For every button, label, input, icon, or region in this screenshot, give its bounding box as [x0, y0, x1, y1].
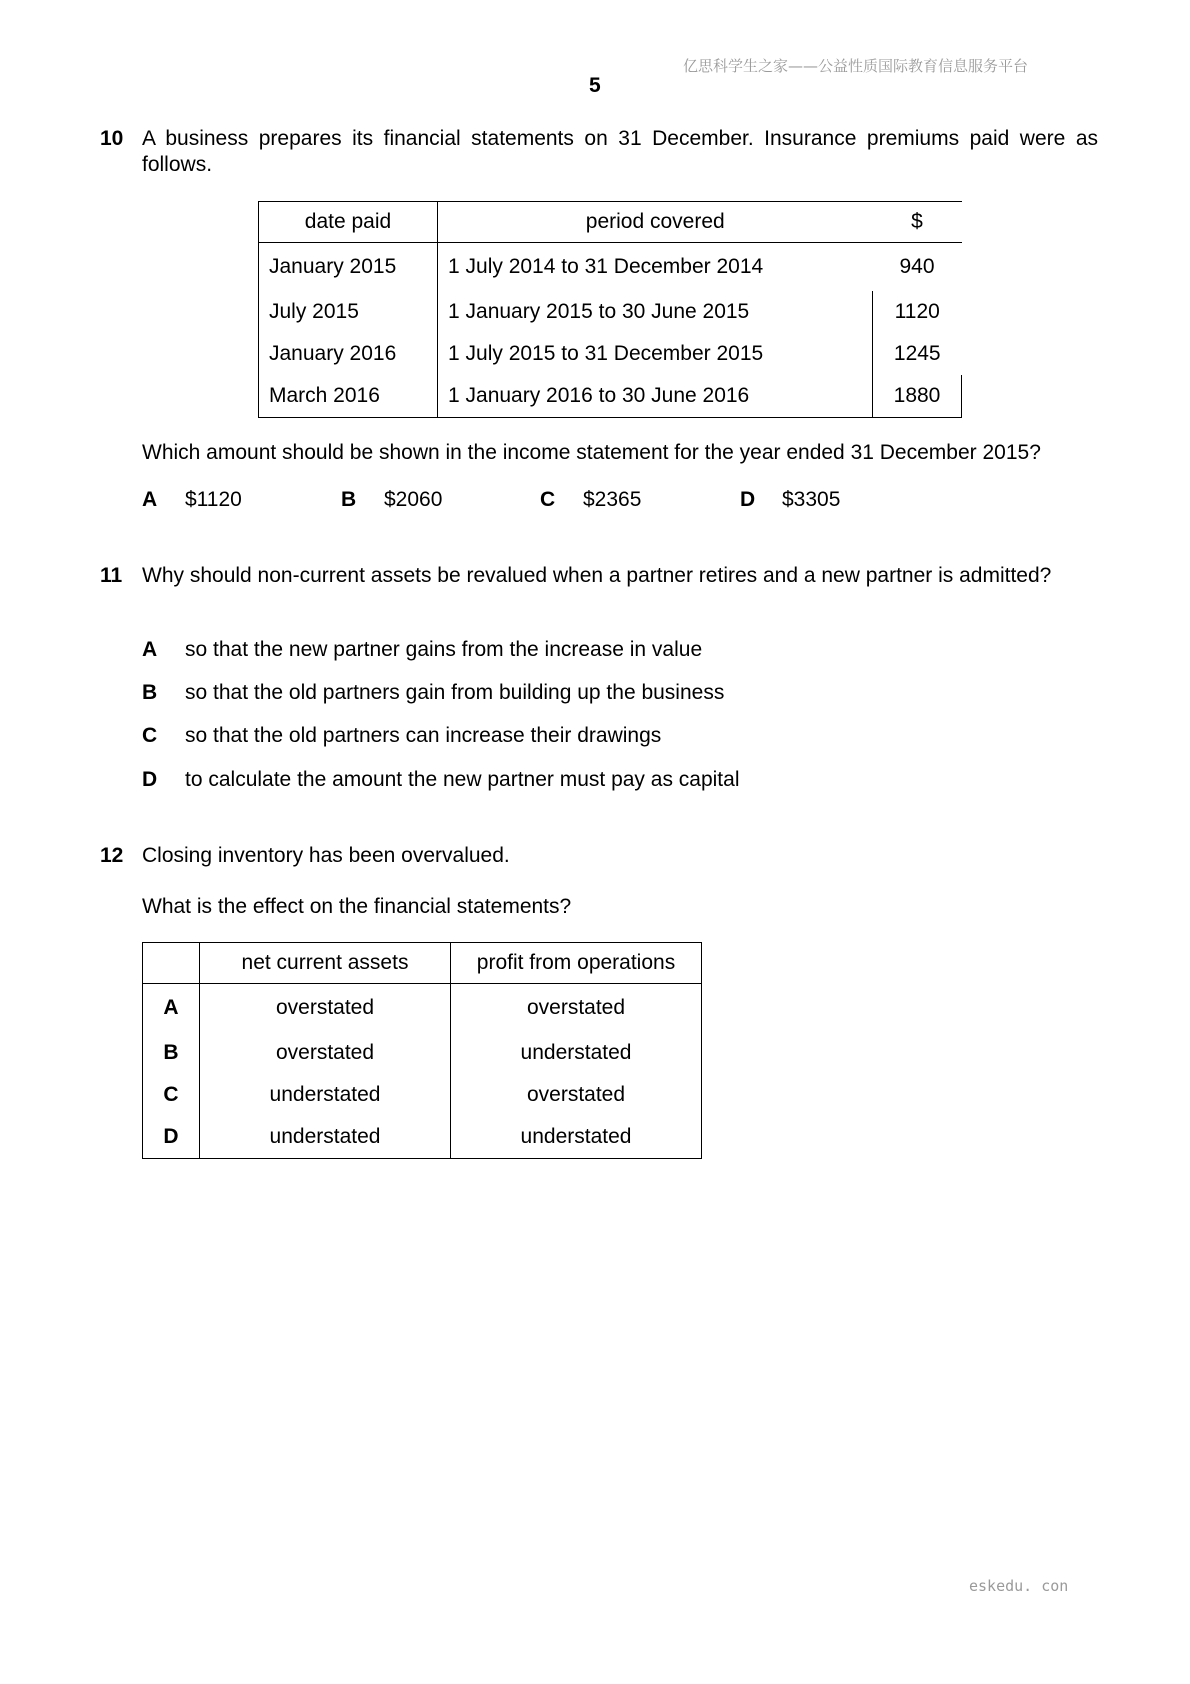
cell-profit-from-operations: understated — [451, 1116, 702, 1159]
cell-date-paid: March 2016 — [259, 375, 438, 418]
watermark-top: 亿思科学生之家——公益性质国际教育信息服务平台 — [683, 57, 1029, 75]
option-text: $1120 — [185, 488, 242, 511]
header-profit-from-operations: profit from operations — [451, 943, 702, 984]
cell-period-covered: 1 January 2016 to 30 June 2016 — [438, 375, 873, 418]
cell-date-paid: July 2015 — [259, 291, 438, 333]
table-row — [259, 291, 962, 333]
cell-amount: 1120 — [894, 300, 940, 323]
option-letter: B — [341, 488, 357, 511]
cell-amount: 1245 — [893, 342, 941, 365]
question-10-text: A business prepares its financial statements on 31 December. Insurance premiums paid were as follows. — [142, 127, 1098, 176]
cell-amount: 1880 — [873, 375, 962, 418]
option-letter: D — [740, 488, 756, 511]
cell-net-current-assets: understated — [200, 1116, 451, 1159]
effect-options-table — [142, 942, 702, 1159]
cell-profit-from-operations: overstated — [451, 984, 702, 1033]
cell-period-covered: 1 July 2015 to 31 December 2015 — [438, 333, 873, 375]
option-text: so that the old partners gain from building up the business — [185, 681, 725, 704]
table-row — [259, 375, 962, 418]
table-row — [143, 1074, 702, 1116]
cell-period-covered: 1 July 2014 to 31 December 2014 — [448, 255, 764, 278]
cell-net-current-assets: overstated — [200, 1032, 451, 1074]
cell-net-current-assets: understated — [200, 1074, 451, 1116]
table-row — [143, 1116, 702, 1159]
question-11-text: Why should non-current assets be revalued when a partner retires and a new partner is admitted? — [142, 564, 1052, 587]
table-header-row — [259, 202, 962, 243]
header-net-current-assets: net current assets — [200, 943, 451, 984]
table-row — [259, 333, 962, 375]
question-number-10: 10 — [100, 127, 124, 150]
option-letter: C — [163, 1083, 179, 1106]
option-letter: C — [540, 488, 556, 511]
question-12-text: Closing inventory has been overvalued. — [142, 844, 510, 867]
question-number-11: 11 — [100, 564, 123, 587]
question-number-12: 12 — [100, 844, 124, 867]
option-text: to calculate the amount the new partner must pay as capital — [185, 768, 740, 791]
cell-net-current-assets: overstated — [200, 984, 451, 1033]
question-12-prompt: What is the effect on the financial statements? — [142, 895, 572, 918]
header-amount: $ — [873, 202, 962, 243]
table-row — [143, 1032, 702, 1074]
question-10-prompt: Which amount should be shown in the income statement for the year ended 31 December 2015? — [142, 441, 1041, 464]
option-letter: A — [142, 638, 158, 661]
cell-date-paid: January 2016 — [259, 333, 438, 375]
option-text: so that the new partner gains from the increase in value — [185, 638, 703, 661]
option-letter: C — [142, 724, 158, 747]
page-number: 5 — [589, 74, 601, 97]
header-blank — [143, 943, 200, 984]
option-text: $2365 — [583, 488, 642, 511]
option-letter: A — [142, 488, 158, 511]
option-letter: B — [163, 1041, 179, 1064]
cell-profit-from-operations: overstated — [451, 1074, 702, 1116]
option-text: $3305 — [782, 488, 841, 511]
option-letter: D — [142, 768, 158, 791]
option-letter: A — [163, 996, 179, 1019]
header-period-covered: period covered — [438, 202, 873, 243]
table-row — [259, 243, 962, 292]
table-row — [143, 984, 702, 1033]
cell-amount: 940 — [899, 255, 935, 278]
option-letter: D — [163, 1125, 179, 1148]
cell-date-paid: January 2015 — [259, 243, 438, 292]
header-date-paid: date paid — [259, 202, 438, 243]
table-header-row — [143, 943, 702, 984]
option-letter: B — [142, 681, 158, 704]
option-text: $2060 — [384, 488, 443, 511]
cell-profit-from-operations: understated — [451, 1032, 702, 1074]
cell-period-covered: 1 January 2015 to 30 June 2015 — [438, 291, 873, 333]
watermark-bottom: eskedu. con — [969, 1577, 1069, 1595]
insurance-premiums-table — [258, 201, 962, 418]
option-text: so that the old partners can increase their drawings — [185, 724, 662, 747]
